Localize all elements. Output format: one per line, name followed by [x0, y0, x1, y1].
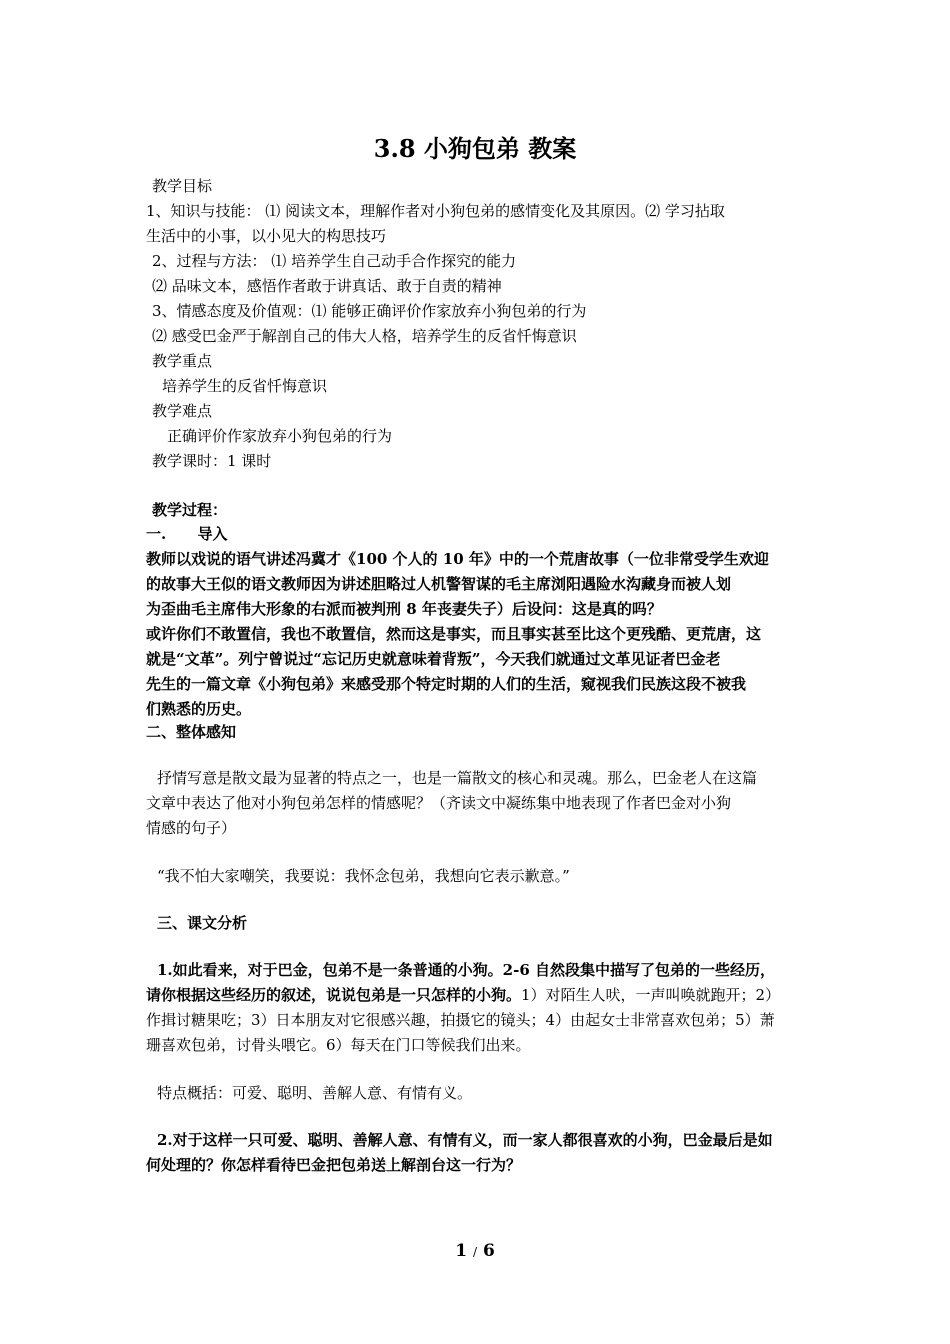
process-heading: 教学过程：	[152, 501, 228, 519]
question-2-line-1: 2.对于这样一只可爱、聪明、善解人意、有情有义，而一家人都很喜欢的小狗，巴金最后是如	[157, 1131, 773, 1149]
intro-para-2-line-3: 先生的一篇文章《小狗包弟》来感受那个特定时期的人们的生活，窥视我们民族这段不被我	[146, 675, 747, 693]
objective-3-line-2: ⑵ 感受巴金严于解剖自己的伟大人格，培养学生的反省忏悔意识	[152, 327, 577, 345]
page-number	[0, 1241, 950, 1261]
overview-line-3: 情感的句子）	[146, 819, 237, 837]
objectives-heading: 教学目标	[152, 177, 213, 195]
section-2-heading: 二、整体感知	[146, 723, 237, 741]
difficulty-heading: 教学难点	[152, 402, 213, 420]
key-quote: “我不怕大家嘲笑，我要说：我怀念包弟，我想向它表示歉意。”	[157, 867, 570, 885]
overview-line-2: 文章中表达了他对小狗包弟怎样的情感呢？（齐读文中凝练集中地表现了作者巴金对小狗	[146, 794, 732, 812]
objective-1-line-1: 1、知识与技能： ⑴ 阅读文本，理解作者对小狗包弟的感情变化及其原因。⑵ 学习拈取	[146, 202, 725, 220]
current-page: 1	[455, 1241, 468, 1261]
intro-para-1-line-1: 教师以戏说的语气讲述冯冀才《100 个人的 10 年》中的一个荒唐故事（一位非常受学生欢迎	[146, 550, 769, 568]
page-separator: /	[472, 1245, 478, 1259]
key-point-text: 培养学生的反省忏悔意识	[162, 377, 328, 395]
question-1-line-4: 珊喜欢包弟，讨骨头喂它。6）每天在门口等候我们出来。	[146, 1036, 531, 1054]
intro-para-1-line-3: 为歪曲毛主席伟大形象的右派而被判刑 8 年丧妻失子）后设问：这是真的吗？	[146, 600, 662, 618]
question-1-prompt-end: 请你根据这些经历的叙述，说说包弟是一只怎样的小狗。	[146, 986, 522, 1004]
section-1-heading: 一. 导入	[146, 525, 228, 543]
key-point-heading: 教学重点	[152, 352, 213, 370]
intro-para-2-line-4: 们熟悉的历史。	[146, 700, 252, 718]
section-3-heading: 三、课文分析	[157, 914, 248, 932]
class-hours: 教学课时：1 课时	[152, 452, 272, 470]
total-pages: 6	[482, 1241, 495, 1261]
question-1-answer-start: 1）对陌生人吠，一声叫唤就跑开；2）	[521, 986, 781, 1004]
question-1-line-2	[146, 983, 810, 1008]
question-2-line-2: 何处理的？你怎样看待巴金把包弟送上解剖台这一行为？	[146, 1156, 522, 1174]
question-1-line-1: 1.如此看来，对于巴金，包弟不是一条普通的小狗。2-6 自然段集中描写了包弟的一些经历，	[157, 961, 775, 979]
intro-para-2-line-2: 就是“文革”。列宁曾说过“忘记历史就意味着背叛”，今天我们就通过文革见证者巴金老	[146, 650, 721, 668]
traits-summary: 特点概括：可爱、聪明、善解人意、有情有义。	[157, 1084, 473, 1102]
question-1-line-3: 作揖讨糖果吃；3）日本朋友对它很感兴趣，拍摄它的镜头；4）由起女士非常喜欢包弟；5）萧	[146, 1011, 775, 1029]
intro-para-1-line-2: 的故事大王似的语文教师因为讲述胆略过人机警智谋的毛主席浏阳遇险水沟藏身而被人划	[146, 575, 732, 593]
difficulty-text: 正确评价作家放弃小狗包弟的行为	[167, 427, 393, 445]
objective-2-line-1: 2、过程与方法： ⑴ 培养学生自己动手合作探究的能力	[152, 252, 517, 270]
document-title: 3.8 小狗包弟 教案	[373, 134, 577, 163]
objective-2-line-2: ⑵ 品味文本，感悟作者敢于讲真话、敢于自责的精神	[152, 277, 502, 295]
intro-para-2-line-1: 或许你们不敢置信，我也不敢置信，然而这是事实，而且事实甚至比这个更残酷、更荒唐，这	[146, 625, 762, 643]
overview-line-1: 抒情写意是散文最为显著的特点之一，也是一篇散文的核心和灵魂。那么，巴金老人在这篇	[157, 769, 758, 787]
objective-3-line-1: 3、情感态度及价值观：⑴ 能够正确评价作家放弃小狗包弟的行为	[152, 302, 587, 320]
objective-1-line-2: 生活中的小事，以小见大的构思技巧	[146, 227, 387, 245]
